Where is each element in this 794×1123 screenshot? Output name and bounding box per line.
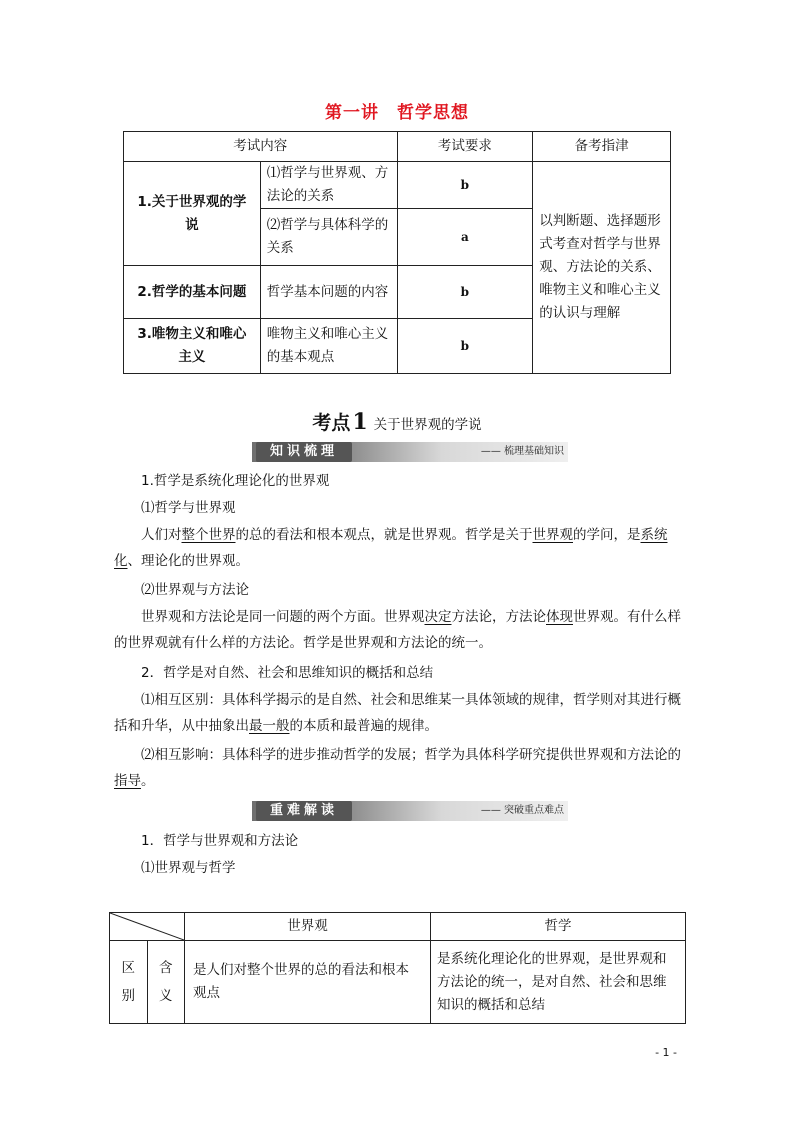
section-banner-difficulty: [252, 801, 568, 821]
kaodian-subtitle: 关于世界观的学说: [373, 417, 482, 433]
header-content: 考试内容: [124, 132, 398, 162]
paragraph-difference: ⑴相互区别：具体科学揭示的是自然、社会和思维某一具体领域的规律，哲学则对其进行概括和升华，从中抽象出最一般的本质和最普遍的规律。: [114, 692, 681, 734]
heading-2: 2．哲学是对自然、社会和思维知识的概括和总结: [141, 665, 434, 681]
table-header-row: [110, 913, 686, 941]
content-cell: ⑴哲学与世界观、方法论的关系: [260, 162, 397, 209]
worldview-cell: 是人们对整个世界的总的看法和根本观点: [185, 941, 431, 1024]
kaodian-heading: [0, 408, 794, 435]
level-cell: a: [397, 209, 533, 266]
content-cell: 唯物主义和唯心主义的基本观点: [260, 319, 397, 374]
diagonal-line: [110, 913, 184, 940]
diagonal-header-cell: [110, 913, 185, 941]
topic-cell: 2.哲学的基本问题: [124, 266, 261, 319]
table-header-row: [124, 132, 671, 162]
paragraph-methodology: 世界观和方法论是同一问题的两个方面。世界观决定方法论，方法论体现世界观。有什么样的世界观就有什么样的方法论。哲学是世界观和方法论的统一。: [114, 609, 681, 651]
worldview-philosophy-table: [109, 912, 686, 1024]
level-cell: b: [397, 319, 533, 374]
banner-subtitle: —— 突破重点难点: [480, 805, 564, 816]
group-cell: 区别: [110, 941, 148, 1024]
level-cell: b: [397, 162, 533, 209]
kaodian-label: 考点: [312, 412, 351, 434]
table-row: [124, 162, 671, 209]
header-guide: 备考指津: [533, 132, 671, 162]
topic-cell: 3.唯物主义和唯心主义: [124, 319, 261, 374]
level-cell: b: [397, 266, 533, 319]
header-worldview: 世界观: [185, 913, 431, 941]
banner-label: 重难解读: [256, 801, 352, 821]
exam-requirements-table: [123, 131, 671, 374]
content-cell: 哲学基本问题的内容: [260, 266, 397, 319]
header-requirement: 考试要求: [397, 132, 533, 162]
kaodian-number: 1: [352, 409, 368, 435]
aspect-cell: 含义: [147, 941, 185, 1024]
banner-subtitle: —— 梳理基础知识: [480, 446, 564, 457]
heading-s2-1: 1．哲学与世界观和方法论: [141, 833, 299, 849]
content-cell: ⑵哲学与具体科学的关系: [260, 209, 397, 266]
table-row: [110, 941, 686, 1024]
heading-1a: ⑴哲学与世界观: [141, 500, 236, 516]
banner-label: 知识梳理: [256, 442, 352, 462]
section-banner-knowledge: [252, 442, 568, 462]
page-number: - 1 -: [655, 1046, 677, 1059]
philosophy-cell: 是系统化理论化的世界观，是世界观和方法论的统一，是对自然、社会和思维知识的概括和总结: [430, 941, 685, 1024]
guide-cell: 以判断题、选择题形式考查对哲学与世界观、方法论的关系、唯物主义和唯心主义的认识与理解: [533, 162, 671, 374]
paragraph-worldview: 人们对整个世界的总的看法和根本观点，就是世界观。哲学是关于世界观的学问，是系统化、理论化的世界观。: [114, 527, 668, 569]
topic-cell: 1.关于世界观的学说: [124, 162, 261, 266]
heading-1b: ⑵世界观与方法论: [141, 582, 249, 598]
paragraph-influence: ⑵相互影响：具体科学的进步推动哲学的发展；哲学为具体科学研究提供世界观和方法论的指导。: [114, 747, 681, 789]
page-title: 第一讲 哲学思想: [325, 103, 469, 123]
heading-1: 1.哲学是系统化理论化的世界观: [141, 473, 330, 489]
header-philosophy: 哲学: [430, 913, 685, 941]
heading-s2-1a: ⑴世界观与哲学: [141, 860, 236, 876]
